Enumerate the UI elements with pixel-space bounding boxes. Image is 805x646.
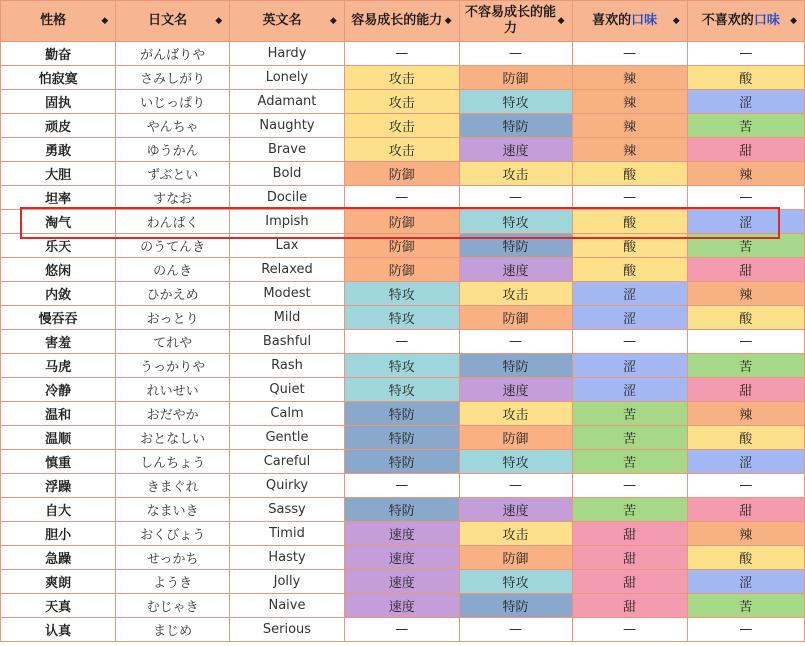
japanese-name-cell: ゆうかん bbox=[116, 138, 230, 162]
english-name-cell: Careful bbox=[230, 450, 345, 474]
table-row bbox=[1, 42, 805, 66]
col-header-japanese[interactable] bbox=[116, 1, 230, 42]
english-name-cell: Modest bbox=[230, 282, 345, 306]
nature-cell: 马虎 bbox=[1, 354, 116, 378]
table-row bbox=[1, 354, 805, 378]
table-row bbox=[1, 186, 805, 210]
english-name-cell: Quirky bbox=[230, 474, 345, 498]
stat-down-cell: 速度 bbox=[459, 138, 572, 162]
english-name-cell: Sassy bbox=[230, 498, 345, 522]
liked-flavor-cell: 辣 bbox=[572, 138, 687, 162]
japanese-name-cell: やんちゃ bbox=[116, 114, 230, 138]
liked-flavor-cell: 甜 bbox=[572, 594, 687, 618]
sort-arrows-icon[interactable]: ◆ bbox=[101, 16, 109, 26]
stat-down-cell: 特攻 bbox=[459, 570, 572, 594]
nature-cell: 淘气 bbox=[1, 210, 116, 234]
liked-flavor-cell: 苦 bbox=[572, 450, 687, 474]
nature-cell: 害羞 bbox=[1, 330, 116, 354]
nature-cell: 温和 bbox=[1, 402, 116, 426]
col-header-stat-down[interactable] bbox=[459, 1, 572, 42]
nature-cell: 怕寂寞 bbox=[1, 66, 116, 90]
table-row bbox=[1, 210, 805, 234]
japanese-name-cell: きまぐれ bbox=[116, 474, 230, 498]
liked-flavor-cell: — bbox=[572, 474, 687, 498]
stat-down-cell: 特攻 bbox=[459, 90, 572, 114]
liked-flavor-cell: — bbox=[572, 42, 687, 66]
disliked-flavor-cell: 辣 bbox=[687, 162, 804, 186]
liked-flavor-cell: 苦 bbox=[572, 498, 687, 522]
liked-flavor-cell: 辣 bbox=[572, 66, 687, 90]
col-header-nature[interactable] bbox=[1, 1, 116, 42]
japanese-name-cell: なまいき bbox=[116, 498, 230, 522]
disliked-flavor-cell: 酸 bbox=[687, 426, 804, 450]
table-row bbox=[1, 162, 805, 186]
table-row bbox=[1, 378, 805, 402]
disliked-flavor-cell: 涩 bbox=[687, 210, 804, 234]
table-row bbox=[1, 138, 805, 162]
table-row bbox=[1, 234, 805, 258]
disliked-flavor-cell: 涩 bbox=[687, 450, 804, 474]
nature-cell: 内敛 bbox=[1, 282, 116, 306]
nature-cell: 勇敢 bbox=[1, 138, 116, 162]
stat-down-cell: 特防 bbox=[459, 234, 572, 258]
col-header-label: 性格 bbox=[40, 13, 67, 28]
nature-cell: 温顺 bbox=[1, 426, 116, 450]
liked-flavor-cell: 涩 bbox=[572, 354, 687, 378]
table-row bbox=[1, 306, 805, 330]
japanese-name-cell: のうてんき bbox=[116, 234, 230, 258]
table-row bbox=[1, 570, 805, 594]
japanese-name-cell: おっとり bbox=[116, 306, 230, 330]
english-name-cell: Hardy bbox=[230, 42, 345, 66]
liked-flavor-cell: 酸 bbox=[572, 234, 687, 258]
english-name-cell: Mild bbox=[230, 306, 345, 330]
stat-down-cell: 特攻 bbox=[459, 450, 572, 474]
table-row bbox=[1, 474, 805, 498]
stat-down-cell: 防御 bbox=[459, 426, 572, 450]
english-name-cell: Naive bbox=[230, 594, 345, 618]
nature-cell: 慎重 bbox=[1, 450, 116, 474]
liked-flavor-cell: 甜 bbox=[572, 546, 687, 570]
english-name-cell: Brave bbox=[230, 138, 345, 162]
disliked-flavor-cell: 涩 bbox=[687, 570, 804, 594]
english-name-cell: Docile bbox=[230, 186, 345, 210]
stat-down-cell: — bbox=[459, 42, 572, 66]
disliked-flavor-cell: — bbox=[687, 330, 804, 354]
table-row bbox=[1, 90, 805, 114]
stat-down-cell: 攻击 bbox=[459, 162, 572, 186]
liked-flavor-cell: 涩 bbox=[572, 282, 687, 306]
nature-cell: 顽皮 bbox=[1, 114, 116, 138]
japanese-name-cell: おとなしい bbox=[116, 426, 230, 450]
nature-cell: 浮躁 bbox=[1, 474, 116, 498]
stat-down-cell: 特防 bbox=[459, 354, 572, 378]
disliked-flavor-cell: 辣 bbox=[687, 522, 804, 546]
liked-flavor-cell: — bbox=[572, 330, 687, 354]
table-row bbox=[1, 450, 805, 474]
english-name-cell: Gentle bbox=[230, 426, 345, 450]
stat-up-cell: 特攻 bbox=[344, 354, 459, 378]
stat-down-cell: 速度 bbox=[459, 258, 572, 282]
disliked-flavor-cell: 苦 bbox=[687, 594, 804, 618]
japanese-name-cell: むじゃき bbox=[116, 594, 230, 618]
liked-flavor-cell: — bbox=[572, 618, 687, 642]
liked-flavor-cell: 苦 bbox=[572, 426, 687, 450]
disliked-flavor-cell: 甜 bbox=[687, 498, 804, 522]
col-header-label: 英文名 bbox=[262, 13, 302, 28]
english-name-cell: Lonely bbox=[230, 66, 345, 90]
table-row bbox=[1, 594, 805, 618]
stat-up-cell: 攻击 bbox=[344, 66, 459, 90]
liked-flavor-cell: 辣 bbox=[572, 90, 687, 114]
stat-down-cell: 速度 bbox=[459, 378, 572, 402]
stat-up-cell: 攻击 bbox=[344, 90, 459, 114]
english-name-cell: Hasty bbox=[230, 546, 345, 570]
nature-cell: 自大 bbox=[1, 498, 116, 522]
japanese-name-cell: ずぶとい bbox=[116, 162, 230, 186]
japanese-name-cell: ようき bbox=[116, 570, 230, 594]
stat-down-cell: — bbox=[459, 618, 572, 642]
sort-arrows-icon[interactable]: ◆ bbox=[444, 16, 452, 26]
col-header-label: 容易成长的能力 bbox=[351, 13, 443, 28]
japanese-name-cell: のんき bbox=[116, 258, 230, 282]
disliked-flavor-cell: 苦 bbox=[687, 354, 804, 378]
liked-flavor-cell: 酸 bbox=[572, 162, 687, 186]
liked-flavor-cell: — bbox=[572, 186, 687, 210]
japanese-name-cell: せっかち bbox=[116, 546, 230, 570]
stat-up-cell: — bbox=[344, 186, 459, 210]
stat-up-cell: 速度 bbox=[344, 570, 459, 594]
japanese-name-cell: ひかえめ bbox=[116, 282, 230, 306]
flavor-keyword-link[interactable]: 口味 bbox=[753, 13, 780, 28]
stat-up-cell: — bbox=[344, 330, 459, 354]
nature-cell: 急躁 bbox=[1, 546, 116, 570]
col-header-liked-flavor[interactable] bbox=[572, 1, 687, 42]
stat-up-cell: 特防 bbox=[344, 498, 459, 522]
nature-cell: 悠闲 bbox=[1, 258, 116, 282]
stat-down-cell: 特攻 bbox=[459, 210, 572, 234]
stat-up-cell: 特攻 bbox=[344, 378, 459, 402]
disliked-flavor-cell: 苦 bbox=[687, 234, 804, 258]
stat-down-cell: — bbox=[459, 474, 572, 498]
disliked-flavor-cell: — bbox=[687, 186, 804, 210]
english-name-cell: Adamant bbox=[230, 90, 345, 114]
sort-arrows-icon[interactable]: ◆ bbox=[215, 16, 223, 26]
col-header-label: 喜欢的口味 bbox=[592, 13, 658, 28]
japanese-name-cell: すなお bbox=[116, 186, 230, 210]
japanese-name-cell: がんばりや bbox=[116, 42, 230, 66]
col-header-stat-up[interactable] bbox=[344, 1, 459, 42]
stat-down-cell: 攻击 bbox=[459, 282, 572, 306]
stat-up-cell: 速度 bbox=[344, 594, 459, 618]
stat-up-cell: — bbox=[344, 42, 459, 66]
table-row bbox=[1, 66, 805, 90]
nature-cell: 大胆 bbox=[1, 162, 116, 186]
english-name-cell: Lax bbox=[230, 234, 345, 258]
stat-down-cell: — bbox=[459, 330, 572, 354]
japanese-name-cell: おくびょう bbox=[116, 522, 230, 546]
liked-flavor-cell: 苦 bbox=[572, 402, 687, 426]
stat-up-cell: 特防 bbox=[344, 402, 459, 426]
stat-down-cell: 速度 bbox=[459, 498, 572, 522]
disliked-flavor-cell: — bbox=[687, 42, 804, 66]
japanese-name-cell: れいせい bbox=[116, 378, 230, 402]
disliked-flavor-cell: 酸 bbox=[687, 66, 804, 90]
nature-cell: 冷静 bbox=[1, 378, 116, 402]
english-name-cell: Serious bbox=[230, 618, 345, 642]
sort-arrows-icon[interactable]: ◆ bbox=[329, 16, 337, 26]
stat-down-cell: 防御 bbox=[459, 66, 572, 90]
flavor-keyword-link[interactable]: 口味 bbox=[631, 13, 658, 28]
japanese-name-cell: てれや bbox=[116, 330, 230, 354]
col-header-label: 不容易成长的能力 bbox=[465, 5, 557, 36]
table-header-row bbox=[1, 1, 805, 42]
disliked-flavor-cell: 辣 bbox=[687, 402, 804, 426]
stat-down-cell: 防御 bbox=[459, 306, 572, 330]
disliked-flavor-cell: 甜 bbox=[687, 138, 804, 162]
disliked-flavor-cell: 酸 bbox=[687, 306, 804, 330]
japanese-name-cell: おだやか bbox=[116, 402, 230, 426]
table-row bbox=[1, 282, 805, 306]
english-name-cell: Naughty bbox=[230, 114, 345, 138]
stat-down-cell: — bbox=[459, 186, 572, 210]
stat-up-cell: 特攻 bbox=[344, 282, 459, 306]
japanese-name-cell: いじっぱり bbox=[116, 90, 230, 114]
stat-up-cell: 特防 bbox=[344, 426, 459, 450]
disliked-flavor-cell: 甜 bbox=[687, 378, 804, 402]
disliked-flavor-cell: 酸 bbox=[687, 546, 804, 570]
stat-up-cell: 特攻 bbox=[344, 306, 459, 330]
english-name-cell: Timid bbox=[230, 522, 345, 546]
english-name-cell: Rash bbox=[230, 354, 345, 378]
col-header-label: 不喜欢的口味 bbox=[701, 13, 780, 28]
stat-up-cell: 防御 bbox=[344, 234, 459, 258]
japanese-name-cell: しんちょう bbox=[116, 450, 230, 474]
nature-cell: 天真 bbox=[1, 594, 116, 618]
liked-flavor-cell: 酸 bbox=[572, 210, 687, 234]
table-row bbox=[1, 258, 805, 282]
liked-flavor-cell: 涩 bbox=[572, 378, 687, 402]
table-row bbox=[1, 402, 805, 426]
english-name-cell: Calm bbox=[230, 402, 345, 426]
stat-down-cell: 攻击 bbox=[459, 402, 572, 426]
english-name-cell: Jolly bbox=[230, 570, 345, 594]
nature-cell: 固执 bbox=[1, 90, 116, 114]
disliked-flavor-cell: 辣 bbox=[687, 282, 804, 306]
nature-cell: 坦率 bbox=[1, 186, 116, 210]
stat-up-cell: — bbox=[344, 618, 459, 642]
liked-flavor-cell: 酸 bbox=[572, 258, 687, 282]
stat-up-cell: 速度 bbox=[344, 546, 459, 570]
nature-cell: 乐天 bbox=[1, 234, 116, 258]
stat-up-cell: 攻击 bbox=[344, 114, 459, 138]
col-header-english[interactable] bbox=[230, 1, 345, 42]
col-header-label: 日文名 bbox=[148, 13, 188, 28]
liked-flavor-cell: 甜 bbox=[572, 570, 687, 594]
stat-up-cell: 攻击 bbox=[344, 138, 459, 162]
english-name-cell: Relaxed bbox=[230, 258, 345, 282]
stat-down-cell: 特防 bbox=[459, 114, 572, 138]
stat-down-cell: 特防 bbox=[459, 594, 572, 618]
disliked-flavor-cell: 甜 bbox=[687, 258, 804, 282]
table-row bbox=[1, 114, 805, 138]
nature-cell: 慢吞吞 bbox=[1, 306, 116, 330]
stat-up-cell: 防御 bbox=[344, 162, 459, 186]
english-name-cell: Quiet bbox=[230, 378, 345, 402]
nature-cell: 勤奋 bbox=[1, 42, 116, 66]
liked-flavor-cell: 甜 bbox=[572, 522, 687, 546]
stat-down-cell: 攻击 bbox=[459, 522, 572, 546]
disliked-flavor-cell: — bbox=[687, 618, 804, 642]
disliked-flavor-cell: 涩 bbox=[687, 90, 804, 114]
liked-flavor-cell: 涩 bbox=[572, 306, 687, 330]
sort-arrows-icon[interactable]: ◆ bbox=[672, 16, 680, 26]
japanese-name-cell: うっかりや bbox=[116, 354, 230, 378]
disliked-flavor-cell: 苦 bbox=[687, 114, 804, 138]
liked-flavor-cell: 辣 bbox=[572, 114, 687, 138]
japanese-name-cell: さみしがり bbox=[116, 66, 230, 90]
table-row bbox=[1, 618, 805, 642]
sort-arrows-icon[interactable]: ◆ bbox=[790, 16, 797, 26]
nature-cell: 认真 bbox=[1, 618, 116, 642]
english-name-cell: Bold bbox=[230, 162, 345, 186]
stat-up-cell: — bbox=[344, 474, 459, 498]
japanese-name-cell: わんぱく bbox=[116, 210, 230, 234]
stat-up-cell: 速度 bbox=[344, 522, 459, 546]
stat-up-cell: 防御 bbox=[344, 258, 459, 282]
japanese-name-cell: まじめ bbox=[116, 618, 230, 642]
stat-up-cell: 防御 bbox=[344, 210, 459, 234]
sort-arrows-icon[interactable]: ◆ bbox=[557, 16, 565, 26]
disliked-flavor-cell: — bbox=[687, 474, 804, 498]
nature-cell: 爽朗 bbox=[1, 570, 116, 594]
english-name-cell: Impish bbox=[230, 210, 345, 234]
table-row bbox=[1, 546, 805, 570]
stat-up-cell: 特防 bbox=[344, 450, 459, 474]
nature-cell: 胆小 bbox=[1, 522, 116, 546]
english-name-cell: Bashful bbox=[230, 330, 345, 354]
table-row bbox=[1, 498, 805, 522]
table-row bbox=[1, 330, 805, 354]
table-row bbox=[1, 426, 805, 450]
col-header-disliked-flavor[interactable] bbox=[687, 1, 804, 42]
table-row bbox=[1, 522, 805, 546]
stat-down-cell: 防御 bbox=[459, 546, 572, 570]
